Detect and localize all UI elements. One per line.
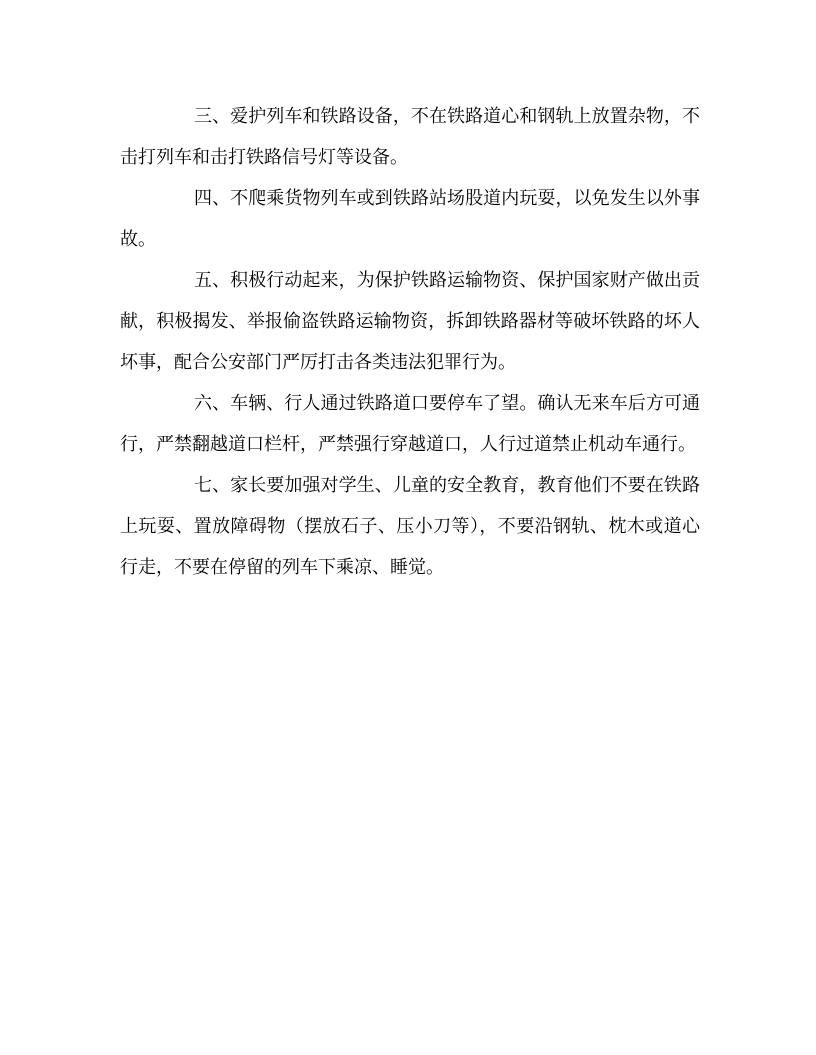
paragraph-3: 三、爱护列车和铁路设备，不在铁路道心和钢轨上放置杂物，不击打列车和击打铁路信号灯等设备。 — [120, 106, 700, 168]
paragraph-6: 六、车辆、行人通过铁路道口要停车了望。确认无来车后方可通行，严禁翻越道口栏杆，严禁强行穿越道口，人行过道禁止机动车通行。 — [120, 393, 700, 455]
paragraph-4: 四、不爬乘货物列车或到铁路站场股道内玩耍，以免发生以外事故。 — [120, 188, 700, 250]
paragraph-7: 七、家长要加强对学生、儿童的安全教育，教育他们不要在铁路上玩耍、置放障碍物（摆放石子、压小刀等），不要沿钢轨、枕木或道心行走，不要在停留的列车下乘凉、睡觉。 — [120, 475, 700, 578]
paragraph-5: 五、积极行动起来，为保护铁路运输物资、保护国家财产做出贡献，积极揭发、举报偷盗铁路运输物资，拆卸铁路器材等破坏铁路的坏人坏事，配合公安部门严厉打击各类违法犯罪行为。 — [120, 270, 700, 373]
document-body — [120, 96, 700, 588]
